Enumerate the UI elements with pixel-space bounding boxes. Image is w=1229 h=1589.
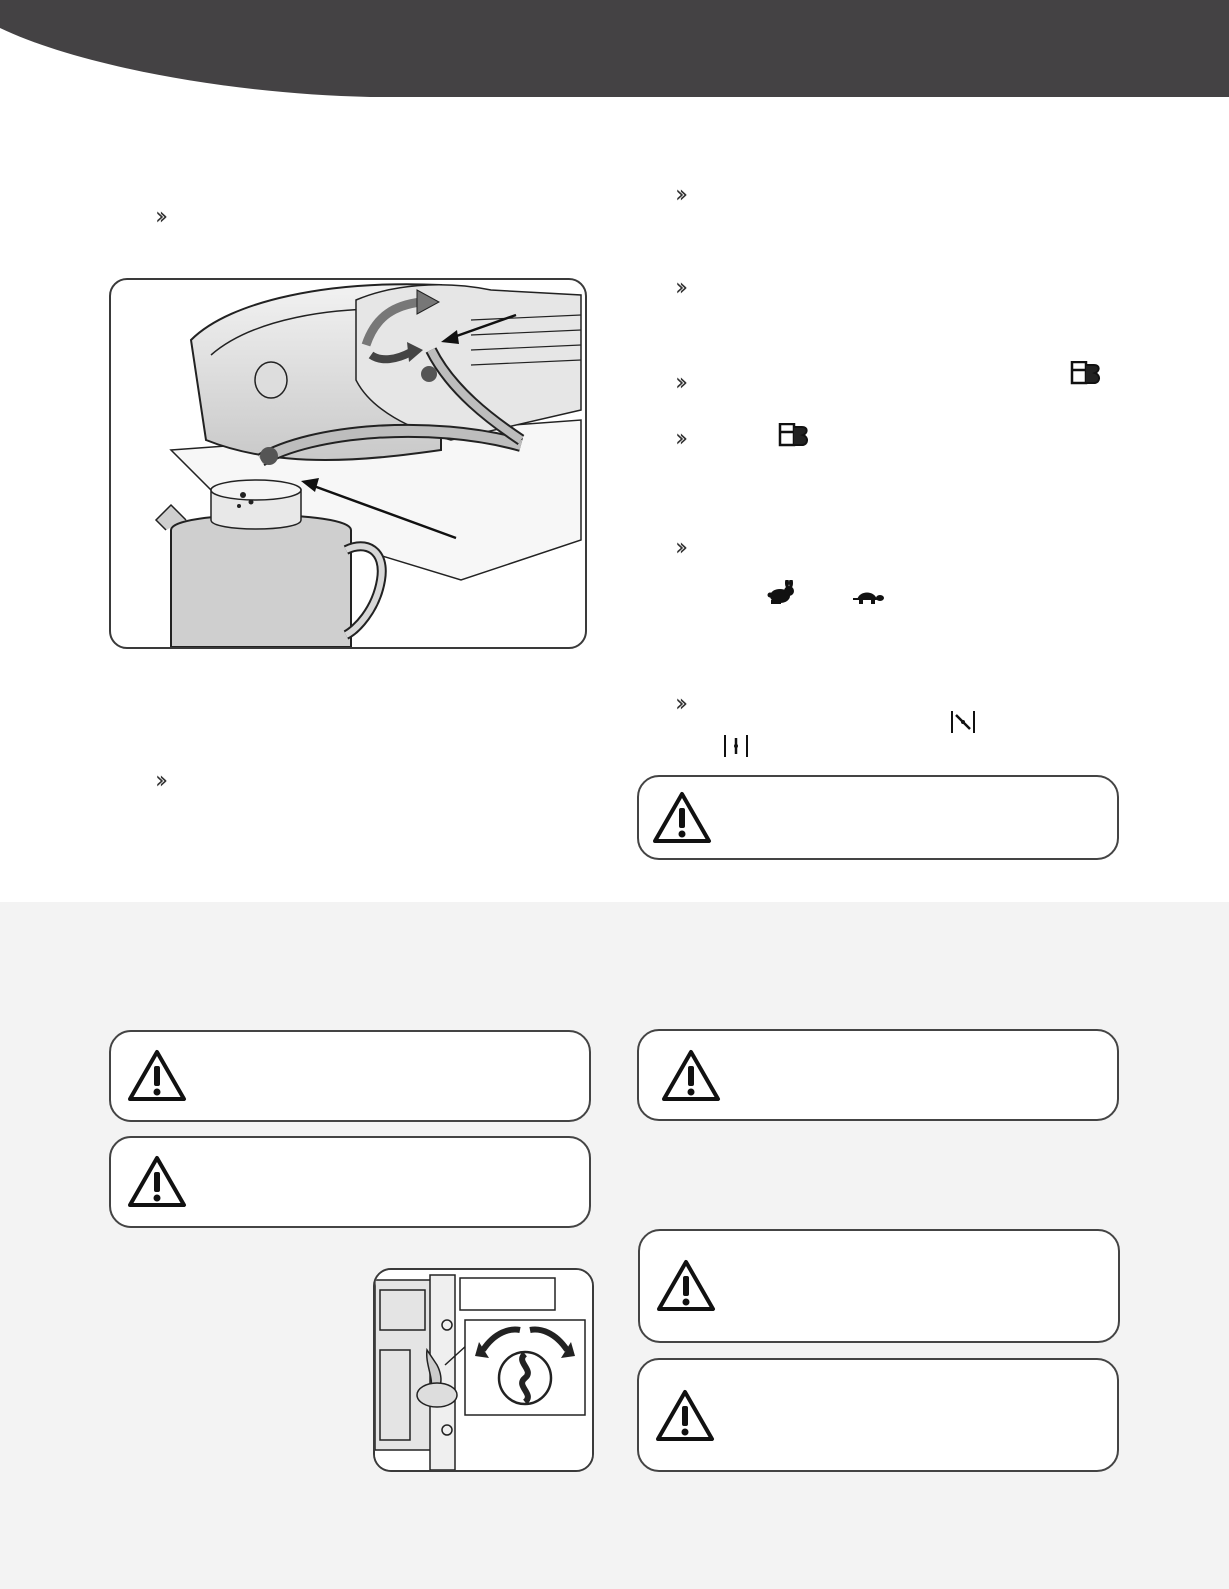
warning-triangle-icon [661,1048,721,1102]
bullet-chevron-icon: ›› [675,368,683,396]
warning-triangle-icon [127,1154,187,1208]
fuel-valve-illustration [373,1268,594,1472]
bullet-chevron-icon: ›› [675,273,683,301]
turtle-icon [853,588,885,606]
warning-box [638,1229,1120,1343]
warning-triangle-icon [656,1258,716,1312]
warning-box [637,775,1119,860]
warning-box [637,1358,1119,1472]
warning-box [109,1136,591,1228]
oil-drain-illustration [109,278,587,649]
warning-triangle-icon [652,790,712,844]
bullet-chevron-icon: ›› [675,424,683,452]
choke-open-icon [723,734,749,758]
warning-triangle-icon [655,1388,715,1442]
warning-box [637,1029,1119,1121]
fuel-pump-icon [1070,361,1104,385]
bullet-chevron-icon: ›› [675,533,683,561]
bullet-chevron-icon: ›› [675,180,683,208]
warning-triangle-icon [127,1048,187,1102]
warning-box [109,1030,591,1122]
header-band [0,0,1229,100]
fuel-pump-icon [778,423,812,447]
rabbit-icon [765,580,797,606]
bullet-chevron-icon: ›› [155,202,163,230]
bullet-chevron-icon: ›› [675,689,683,717]
choke-closed-icon [950,710,976,734]
bullet-chevron-icon: ›› [155,766,163,794]
